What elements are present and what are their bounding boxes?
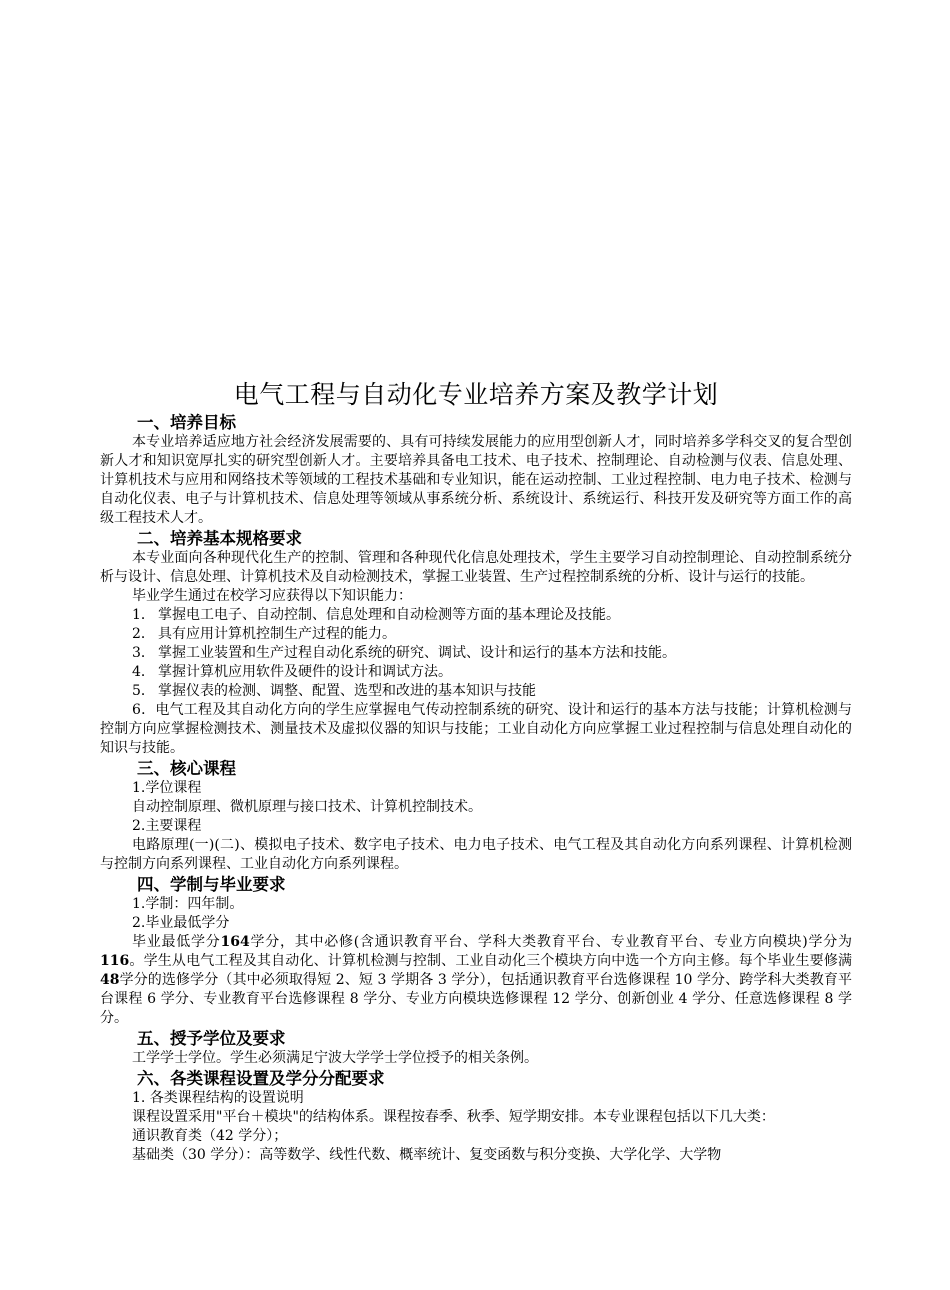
paragraph: 工学学士学位。学生必须满足宁波大学学士学位授予的相关条例。 (132, 1050, 538, 1066)
section-heading-graduation: 四、学制与毕业要求 (137, 875, 286, 894)
list-item: 1． 掌握电工电子、自动控制、信息处理和自动检测等方面的基本理论及技能。 (132, 607, 620, 623)
subheading: 2.毕业最低学分 (132, 915, 230, 931)
subheading: 2.主要课程 (132, 818, 202, 834)
paragraph: 本专业培养适应地方社会经济发展需要的、具有可持续发展能力的应用型创新人才，同时培养多学科交叉的复合型创新人才和知识宽厚扎实的研究型创新人才。主要培养具备电工技术、电子技术、控制理论、自动检测与仪表、信息处理、计算机技术与应用和网络技术等领域的工程技术基础和专业知识，能在运动控制、工业过程控制、电力电子技术、检测与自动化仪表、电子与计算机技术、信息处理等领域从事系统分析、系统设计、系统运行、科技开发及研究等方面工作的高级工程技术人才。 (100, 434, 852, 526)
list-item: 6．电气工程及其自动化方向的学生应掌握电气传动控制系统的研究、设计和运行的基本方法与技能；计算机检测与控制方向应掌握检测技术、测量技术及虚拟仪器的知识与技能；工业自动化方向应掌握工业过程控制与信息处理自动化的知识与技能。 (100, 702, 852, 756)
section-heading-degree: 五、授予学位及要求 (137, 1029, 286, 1048)
paragraph: 基础类（30 学分）：高等数学、线性代数、概率统计、复变函数与积分变换、大学化学、大学物 (132, 1147, 722, 1163)
paragraph: 自动控制原理、微机原理与接口技术、计算机控制技术。 (132, 799, 482, 815)
list-item: 5． 掌握仪表的检测、调整、配置、选型和改进的基本知识与技能 (132, 683, 536, 699)
section-heading-core-courses: 三、核心课程 (137, 759, 236, 778)
document-body (100, 378, 852, 1165)
paragraph: 毕业学生通过在校学习应获得以下知识能力： (132, 588, 412, 604)
section-heading-course-structure: 六、各类课程设置及学分分配要求 (137, 1069, 385, 1088)
paragraph: 通识教育类（42 学分）； (132, 1128, 288, 1144)
subheading: 1.学位课程 (132, 780, 202, 796)
subheading: 1. 各类课程结构的设置说明 (132, 1090, 304, 1106)
list-item: 3． 掌握工业装置和生产过程自动化系统的研究、调试、设计和运行的基本方法和技能。 (132, 645, 676, 661)
section-heading-specification: 二、培养基本规格要求 (137, 529, 302, 548)
paragraph: 电路原理(一)(二)、模拟电子技术、数字电子技术、电力电子技术、电气工程及其自动化方向系列课程、计算机检测与控制方向系列课程、工业自动化方向系列课程。 (100, 837, 852, 872)
paragraph: 课程设置采用"平台＋模块"的结构体系。课程按春季、秋季、短学期安排。本专业课程包括以下几大类： (132, 1109, 775, 1125)
document-title: 电气工程与自动化专业培养方案及教学计划 (233, 380, 719, 409)
section-heading-training-goal: 一、培养目标 (137, 413, 236, 432)
list-item: 2． 具有应用计算机控制生产过程的能力。 (132, 626, 396, 642)
subheading: 1.学制：四年制。 (132, 896, 244, 912)
paragraph: 毕业最低学分164学分，其中必修(含通识教育平台、学科大类教育平台、专业教育平台、专业方向模块)学分为116。学生从电气工程及其自动化、计算机检测与控制、工业自动化三个模块方向中选一个方向主修。每个毕业生要修满48学分的选修学分（其中必须取得短 2、短 3 学期各 3 学分），包括通识教育平台选修课程 10 学分、跨学科大类教育平台课程 6 学分、专业教育平台选修课程 8 学分、专业方向模块选修课程 12 学分、创新创业 4 学分、任意选修课程 8 学分。 (100, 934, 853, 1026)
paragraph: 本专业面向各种现代化生产的控制、管理和各种现代化信息处理技术，学生主要学习自动控制理论、自动控制系统分析与设计、信息处理、计算机技术及自动检测技术，掌握工业装置、生产过程控制系统的分析、设计与运行的技能。 (100, 550, 852, 585)
list-item: 4． 掌握计算机应用软件及硬件的设计和调试方法。 (132, 664, 452, 680)
